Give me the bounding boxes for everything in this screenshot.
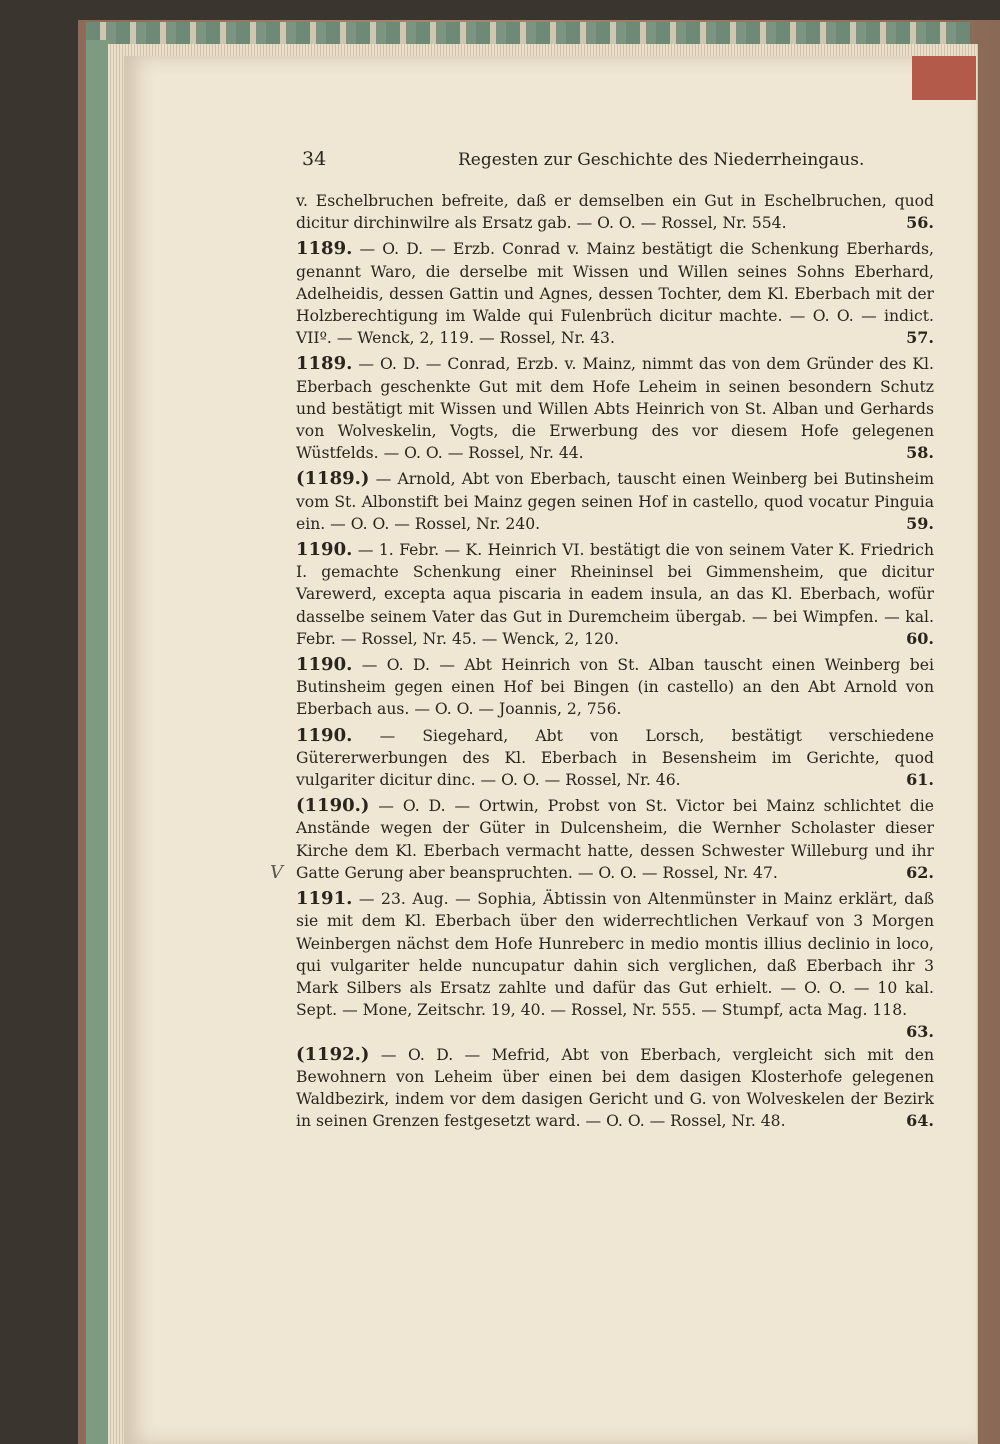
- regesta-text: [296, 190, 934, 1136]
- regest-number: 58.: [906, 443, 934, 463]
- entry-text: — O. D. — Ortwin, Probst von St. Victor bei Mainz schlichtet die Anstände wegen der Güter in Dulcensheim, die Wernher Scholaster dieser Kirche dem Kl. Eberbach vermacht hatte, dessen Schwester Willeburg und ihr Gatte Gerung aber beanspruchten. — O. O. — Rossel, Nr. 47.: [296, 797, 934, 882]
- regest-entry: [296, 238, 934, 349]
- regest-number: 60.: [906, 628, 934, 648]
- regest-entry: [296, 468, 934, 535]
- entry-text: — 23. Aug. — Sophia, Äbtissin von Altenmünster in Mainz erklärt, daß sie mit dem Kl. Eberbach über den widerrechtlichen Verkauf von 3 Morgen Weinbergen nächst dem Hofe Hunreberc in medio montis illius declinio in loco, qui vulgariter helde nuncupatur dahin sich verglichen, daß Eberbach ihr 3 Mark Silbers als Ersatz zahlte und dafür das Gut erhielt. — O. O. — 10 kal. Sept. — Mone, Zeitschr. 19, 40. — Rossel, Nr. 555. — Stumpf, acta Mag. 118.: [296, 890, 934, 1020]
- entry-text: — 1. Febr. — K. Heinrich VI. bestätigt die von seinem Vater K. Friedrich I. gemachte Schenkung einer Rheininsel bei Gimmensheim, que dicitur Varewerd, excepta aqua piscaria in eadem insula, an das Kl. Eberbach, wofür dasselbe seinem Vater das Gut in Duremcheim übergab. — bei Wimpfen. — kal. Febr. — Rossel, Nr. 45. — Wenck, 2, 120.: [296, 541, 934, 648]
- entry-text: — O. D. — Mefrid, Abt von Eberbach, vergleicht sich mit den Bewohnern von Leheim über einen bei dem dasigen Klosterhofe gelegenen Waldbezirk, indem vor dem dasigen Gericht und G. von Wolveskelen der Bezirk in seinen Grenzen festgesetzt ward. — O. O. — Rossel, Nr. 48.: [296, 1045, 934, 1131]
- page-header: [178, 138, 890, 178]
- entry-text: — O. D. — Conrad, Erzb. v. Mainz, nimmt das von dem Gründer des Kl. Eberbach geschenkte Gut mit dem Hofe Leheim in seinen besondern Schutz und bestätigt mit Wissen und Willen Abts Heinrich von St. Alban und Gerhards von Wolveskelin, Vogts, die Erwerbung des vor diesem Hofe gelegenen Wüstfelds. — O. O. — Rossel, Nr. 44.: [296, 355, 934, 463]
- regest-entry: [296, 353, 934, 464]
- regest-entry: [296, 654, 934, 721]
- page-number: 34: [302, 148, 327, 170]
- entry-year: (1190.): [296, 795, 370, 817]
- regest-number: 61.: [906, 770, 934, 790]
- entry-year: (1189.): [296, 468, 370, 490]
- spine-cloth: [86, 40, 110, 1444]
- regest-entry: [296, 539, 934, 650]
- regest-entry: [296, 1044, 934, 1133]
- regest-entry: [296, 190, 934, 234]
- running-title: Regesten zur Geschichte des Niederrheingaus.: [458, 150, 865, 170]
- entry-year: 1191.: [296, 888, 353, 910]
- regest-number: 62.: [906, 862, 934, 882]
- margin-note: V: [270, 862, 283, 883]
- entry-year: 1189.: [296, 353, 353, 375]
- entry-text: v. Eschelbruchen befreite, daß er demselben ein Gut in Eschelbruchen, quod dicitur dirchinwilre als Ersatz gab. — O. O. — Rossel, Nr. 554.: [296, 192, 934, 233]
- entry-year: 1190.: [296, 724, 353, 746]
- bookmark-tab: [912, 56, 976, 100]
- regest-number: 56.: [906, 213, 934, 233]
- entry-text: — Arnold, Abt von Eberbach, tauscht einen Weinberg bei Butinsheim vom St. Albonstift bei Mainz gegen seinen Hof in castello, quod vocatur Pinguia ein. — O. O. — Rossel, Nr. 240.: [296, 470, 934, 533]
- regest-entry: [296, 888, 934, 1042]
- entry-text: — O. D. — Erzb. Conrad v. Mainz bestätigt die Schenkung Eberhards, genannt Waro, die derselbe mit Wissen und Willen seines Sohns Eberhard, Adelheidis, dessen Gattin und Agnes, dessen Tochter, dem Kl. Eberbach mit der Holzberechtigung im Walde qui Fulenbrüch dicitur machte. — O. O. — indict. VIIº. — Wenck, 2, 119. — Rossel, Nr. 43.: [296, 240, 934, 348]
- entry-year: 1190.: [296, 654, 353, 676]
- regest-number: 59.: [906, 513, 934, 533]
- entry-year: 1190.: [296, 539, 353, 561]
- regest-entry: [296, 725, 934, 792]
- entry-year: 1189.: [296, 238, 353, 260]
- entry-text: — O. D. — Abt Heinrich von St. Alban tauscht einen Weinberg bei Butinsheim gegen einen Hof bei Bingen (in castello) an den Abt Arnold von Eberbach aus. — O. O. — Joannis, 2, 756.: [296, 656, 934, 719]
- regest-number: 64.: [906, 1111, 934, 1131]
- regest-entry: [296, 795, 934, 884]
- entry-text: — Siegehard, Abt von Lorsch, bestätigt verschiedene Gütererwerbungen des Kl. Eberbach in Besensheim im Gerichte, quod vulgariter dicitur dinc. — O. O. — Rossel, Nr. 46.: [296, 726, 934, 790]
- entry-year: (1192.): [296, 1043, 370, 1065]
- regest-number: 63.: [906, 1022, 934, 1042]
- regest-number: 57.: [906, 328, 934, 348]
